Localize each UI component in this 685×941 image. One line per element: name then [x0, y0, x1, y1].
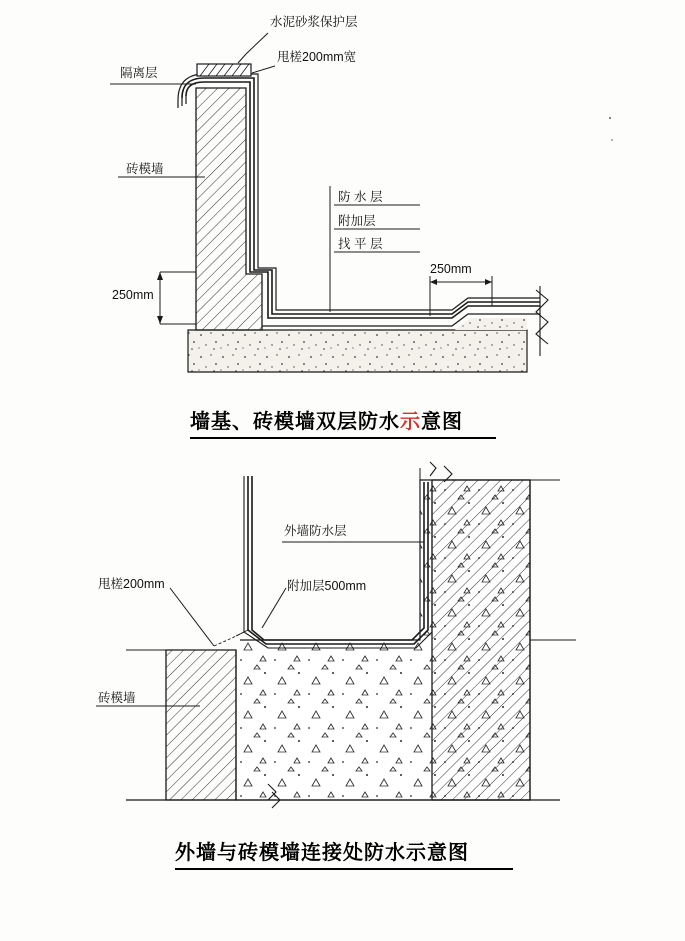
figure-2-caption-underline — [175, 868, 513, 870]
figure-2-caption: 外墙与砖模墙连接处防水示意图 — [175, 842, 469, 864]
figure-1-caption-prefix: 墙基、砖模墙双层防水 — [190, 411, 400, 433]
figure-1-caption-suffix: 意图 — [421, 411, 463, 433]
label-brick-form-wall-2: 砖模墙 — [98, 691, 136, 705]
label-cement-mortar-protection-layer: 水泥砂浆保护层 — [270, 15, 358, 29]
label-leveling-layer: 找 平 层 — [338, 237, 383, 251]
figure-1-caption-underline — [190, 437, 496, 439]
label-dimension-250mm-right: 250mm — [430, 262, 472, 276]
label-waterproof-layer: 防 水 层 — [338, 190, 383, 204]
label-exterior-wall-waterproof-layer: 外墙防水层 — [284, 524, 347, 538]
label-joint-200mm-width: 甩槎200mm宽 — [277, 50, 357, 64]
label-brick-form-wall-1: 砖模墙 — [126, 162, 164, 176]
label-dimension-250mm-left: 250mm — [112, 288, 154, 302]
figure-1-caption — [190, 405, 463, 434]
figure-1-drawing — [0, 0, 685, 460]
figure-1-caption-highlight: 示 — [400, 411, 421, 433]
label-joint-200mm: 甩槎200mm — [98, 577, 165, 591]
label-additional-layer-500mm: 附加层500mm — [287, 579, 367, 593]
label-isolation-layer: 隔离层 — [120, 66, 158, 80]
label-additional-layer: 附加层 — [338, 214, 376, 228]
